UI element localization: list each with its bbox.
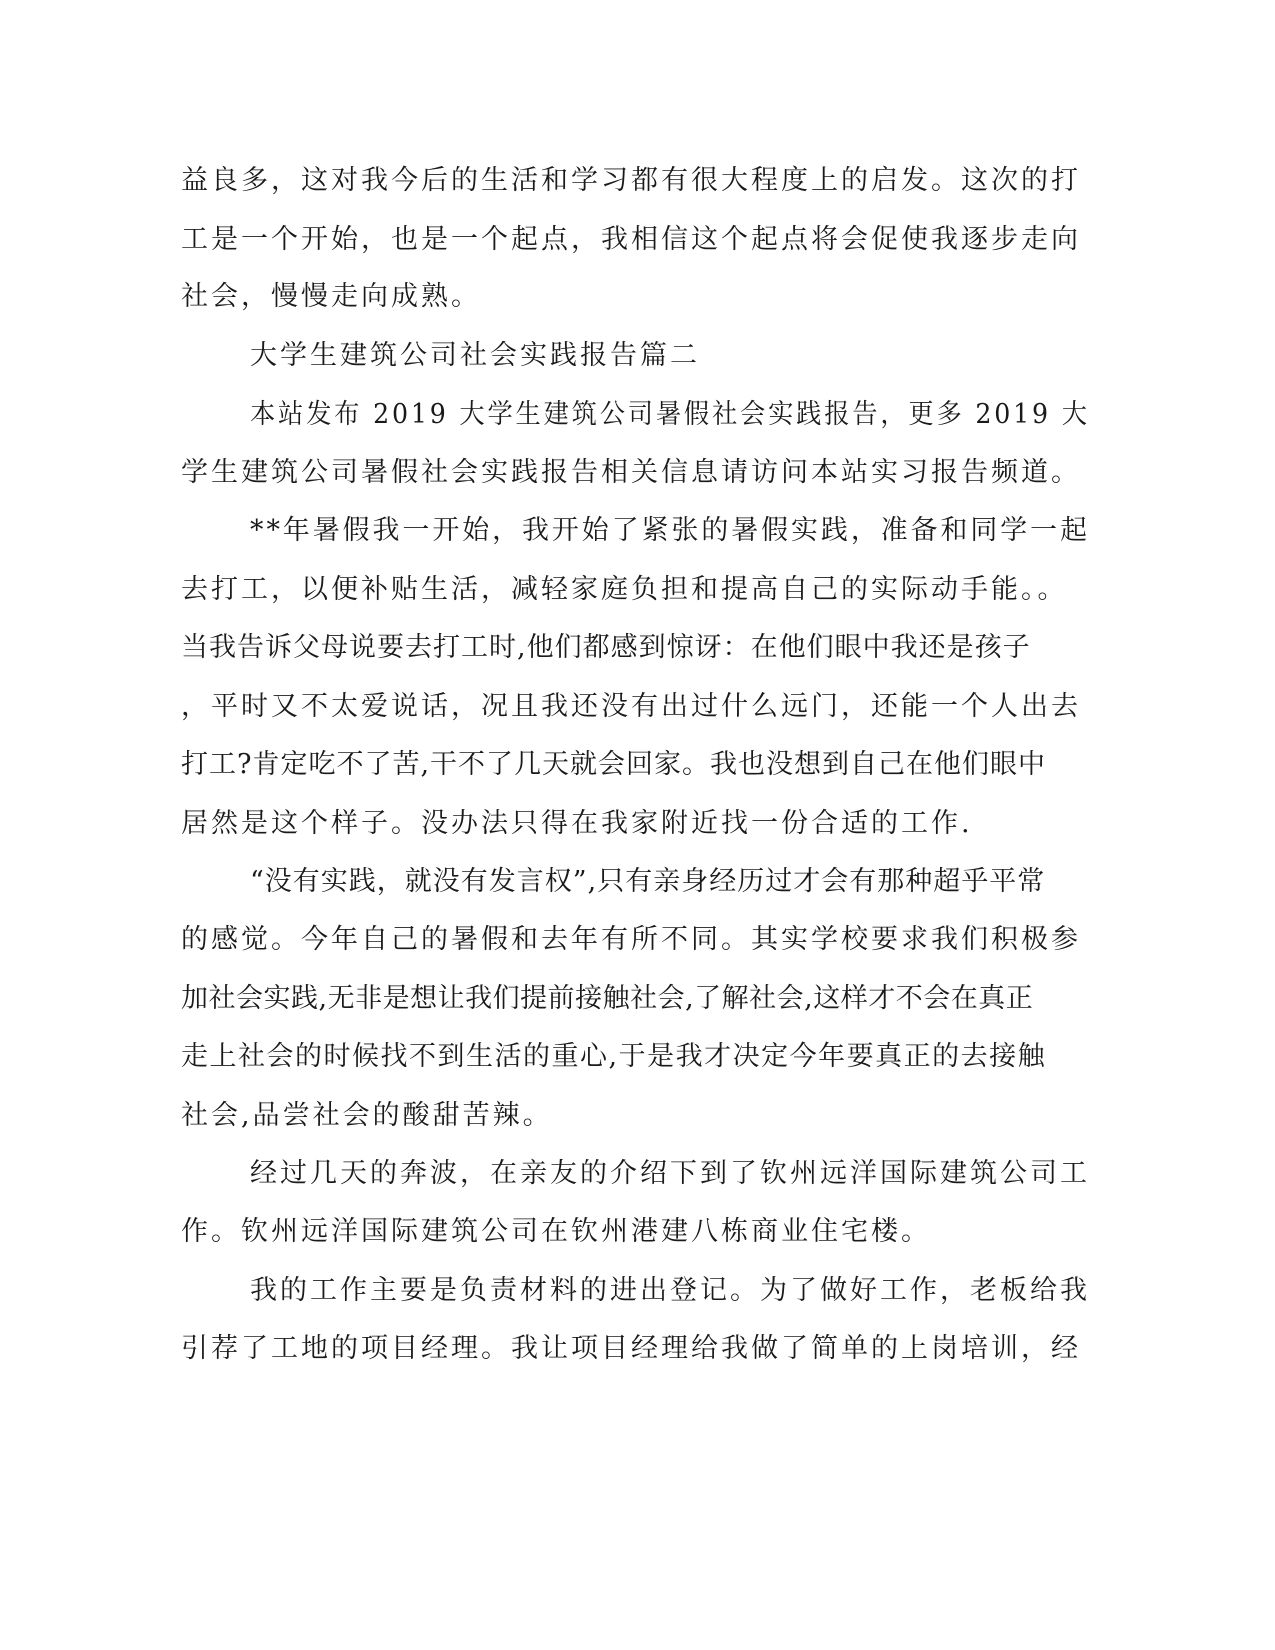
text-line-3: 社会，慢慢走向成熟。 [181, 281, 481, 312]
text-line-9: 当我告诉父母说要去打工时,他们都感到惊讶：在他们眼中我还是孩子 [181, 632, 1031, 663]
text-line-21: 引荐了工地的项目经理。我让项目经理给我做了简单的上岗培训，经 [181, 1333, 1081, 1364]
text-line-12: 居然是这个样子。没办法只得在我家附近找一份合适的工作. [181, 808, 973, 839]
text-line-1: 益良多，这对我今后的生活和学习都有很大程度上的启发。这次的打 [181, 165, 1081, 196]
text-line-18: 经过几天的奔波，在亲友的介绍下到了钦州远洋国际建筑公司工 [250, 1158, 1090, 1189]
text-line-5: 本站发布 2019 大学生建筑公司暑假社会实践报告，更多 2019 大 [250, 399, 1090, 430]
text-line-7: **年暑假我一开始，我开始了紧张的暑假实践，准备和同学一起 [250, 515, 1090, 546]
text-line-6: 学生建筑公司暑假社会实践报告相关信息请访问本站实习报告频道。 [181, 457, 1081, 488]
text-line-15: 加社会实践,无非是想让我们提前接触社会,了解社会,这样才不会在真正 [181, 983, 1034, 1014]
text-line-17: 社会,品尝社会的酸甜苦辣。 [181, 1100, 553, 1131]
text-line-10: ，平时又不太爱说话，况且我还没有出过什么远门，还能一个人出去 [181, 691, 1081, 722]
text-line-11: 打工?肯定吃不了苦,干不了几天就会回家。我也没想到自己在他们眼中 [181, 749, 1047, 780]
text-line-14: 的感觉。今年自己的暑假和去年有所不同。其实学校要求我们积极参 [181, 924, 1081, 955]
text-line-19: 作。钦州远洋国际建筑公司在钦州港建八栋商业住宅楼。 [181, 1216, 931, 1247]
section-heading: 大学生建筑公司社会实践报告篇二 [250, 340, 700, 371]
text-line-8: 去打工，以便补贴生活，减轻家庭负担和提高自己的实际动手能。。 [181, 574, 1068, 605]
text-line-20: 我的工作主要是负责材料的进出登记。为了做好工作，老板给我 [250, 1275, 1090, 1306]
text-line-13: “没有实践，就没有发言权”,只有亲身经历过才会有那种超乎平常 [250, 866, 1046, 897]
text-line-2: 工是一个开始，也是一个起点，我相信这个起点将会促使我逐步走向 [181, 224, 1081, 255]
text-line-16: 走上社会的时候找不到生活的重心,于是我才决定今年要真正的去接触 [181, 1041, 1047, 1072]
